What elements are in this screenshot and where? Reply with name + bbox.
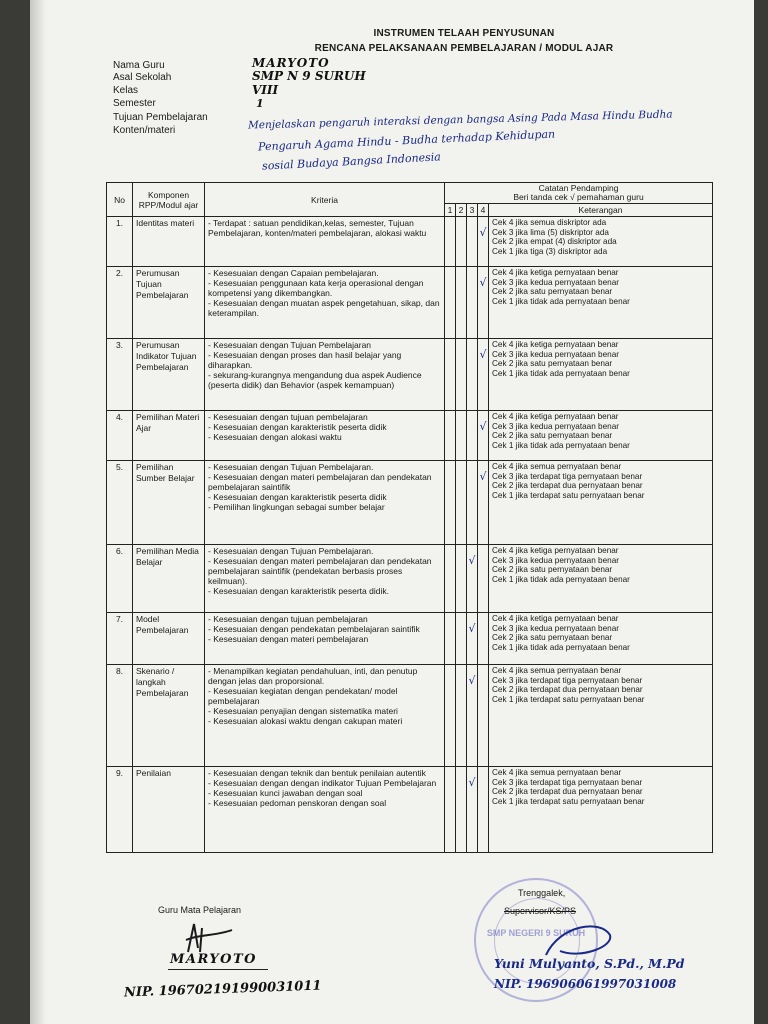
- keterangan-item: Cek 4 jika semua pernyataan benar: [492, 666, 622, 675]
- kriteria-item: - Kesesuaian dengan Tujuan Pembelajaran.: [208, 462, 374, 472]
- table-row: [107, 217, 713, 267]
- form-subtitle: RENCANA PELAKSANAAN PEMBELAJARAN / MODUL AJAR: [314, 43, 614, 54]
- row-komponen: Pemilihan Materi Ajar: [133, 411, 205, 461]
- kriteria-item: - Kesesuaian dengan materi pembelajaran dan pendekatan pembelajaran saintifik: [208, 472, 432, 492]
- keterangan-item: Cek 3 jika kedua pernyataan benar: [492, 421, 619, 431]
- score-cell-1[interactable]: [445, 461, 456, 545]
- row-number: 4.: [107, 411, 133, 461]
- label-asal-sekolah: Asal Sekolah: [113, 72, 172, 83]
- page-edge-shadow: [30, 0, 46, 1024]
- score-cell-2[interactable]: [456, 545, 467, 613]
- row-number: 8.: [107, 665, 133, 767]
- row-number: 2.: [107, 267, 133, 339]
- score-cell-2[interactable]: [456, 767, 467, 853]
- header-score-1: 1: [445, 204, 456, 217]
- row-keterangan: [489, 461, 713, 545]
- row-keterangan: [489, 267, 713, 339]
- row-keterangan: [489, 411, 713, 461]
- value-tujuan-line3: sosial Budaya Bangsa Indonesia: [261, 150, 442, 173]
- kriteria-item: - Kesesuaian dengan karakteristik peserta didik.: [208, 586, 389, 596]
- keterangan-item: Cek 4 jika ketiga pernyataan benar: [492, 340, 619, 349]
- score-cell-3[interactable]: [467, 217, 478, 267]
- keterangan-item: Cek 2 jika satu pernyataan benar: [492, 565, 613, 575]
- keterangan-item: Cek 3 jika terdapat tiga pernyataan benar: [492, 675, 643, 685]
- row-kriteria: [205, 767, 445, 853]
- header-kriteria: Kriteria: [205, 183, 445, 217]
- keterangan-item: Cek 3 jika kedua pernyataan benar: [492, 555, 619, 565]
- header-score-2: 2: [456, 204, 467, 217]
- keterangan-item: Cek 1 jika tidak ada pernyataan benar: [492, 574, 630, 584]
- header-score-4: 4: [478, 204, 489, 217]
- kriteria-item: - Kesesuaian dengan proses dan hasil belajar yang diharapkan.: [208, 350, 402, 370]
- score-cell-4[interactable]: [478, 665, 489, 767]
- kriteria-item: - Kesesuaian dengan karakteristik peserta didik: [208, 422, 387, 432]
- keterangan-item: Cek 2 jika satu pernyataan benar: [492, 359, 613, 369]
- row-komponen: Skenario / langkah Pembelajaran: [133, 665, 205, 767]
- row-number: 5.: [107, 461, 133, 545]
- kriteria-item: - Kesesuaian penyajian dengan sistematika materi: [208, 706, 398, 716]
- header-catatan-title: Catatan Pendamping: [538, 183, 619, 193]
- score-cell-1[interactable]: [445, 767, 456, 853]
- checkmark-icon: √: [479, 348, 487, 361]
- score-cell-4[interactable]: [478, 411, 489, 461]
- row-keterangan: [489, 613, 713, 665]
- row-number: 7.: [107, 613, 133, 665]
- checkmark-icon: √: [468, 622, 476, 635]
- score-cell-3[interactable]: [467, 665, 478, 767]
- score-cell-3[interactable]: [467, 545, 478, 613]
- label-kelas: Kelas: [113, 85, 139, 96]
- keterangan-item: Cek 1 jika terdapat satu pernyataan benar: [492, 694, 645, 704]
- keterangan-item: Cek 1 jika tidak ada pernyataan benar: [492, 296, 630, 306]
- row-number: 9.: [107, 767, 133, 853]
- score-cell-4[interactable]: [478, 267, 489, 339]
- score-cell-2[interactable]: [456, 461, 467, 545]
- score-cell-3[interactable]: [467, 767, 478, 853]
- keterangan-item: Cek 2 jika satu pernyataan benar: [492, 287, 613, 297]
- header-no: No: [107, 183, 133, 217]
- keterangan-item: Cek 2 jika satu pernyataan benar: [492, 633, 613, 643]
- header-score-3: 3: [467, 204, 478, 217]
- right-signature-nip: NIP. 196906061997031008: [494, 977, 677, 991]
- row-komponen: Identitas materi: [133, 217, 205, 267]
- kriteria-item: - Kesesuaian dengan tujuan pembelajaran: [208, 614, 368, 624]
- keterangan-item: Cek 1 jika tidak ada pernyataan benar: [492, 368, 630, 378]
- keterangan-item: Cek 2 jika empat (4) diskriptor ada: [492, 237, 617, 247]
- row-number: 6.: [107, 545, 133, 613]
- score-cell-1[interactable]: [445, 613, 456, 665]
- row-keterangan: [489, 767, 713, 853]
- keterangan-item: Cek 1 jika tiga (3) diskriptor ada: [492, 246, 608, 256]
- keterangan-item: Cek 3 jika kedua pernyataan benar: [492, 623, 619, 633]
- kriteria-item: - Kesesuaian dengan muatan aspek pengetahuan, sikap, dan keterampilan.: [208, 298, 440, 318]
- row-kriteria: [205, 267, 445, 339]
- kriteria-item: - Kesesuaian alokasi waktu dengan cakupan materi: [208, 716, 403, 726]
- keterangan-item: Cek 3 jika kedua pernyataan benar: [492, 349, 619, 359]
- row-keterangan: [489, 217, 713, 267]
- score-cell-2[interactable]: [456, 217, 467, 267]
- row-keterangan: [489, 545, 713, 613]
- score-cell-3[interactable]: [467, 461, 478, 545]
- score-cell-3[interactable]: [467, 613, 478, 665]
- assessment-table: [106, 182, 713, 853]
- score-cell-3[interactable]: [467, 267, 478, 339]
- kriteria-item: - Menampilkan kegiatan pendahuluan, inti, dan penutup dengan jelas dan proporsional.: [208, 666, 418, 686]
- score-cell-2[interactable]: [456, 665, 467, 767]
- score-cell-2[interactable]: [456, 411, 467, 461]
- score-cell-2[interactable]: [456, 267, 467, 339]
- row-komponen: Penilaian: [133, 767, 205, 853]
- keterangan-item: Cek 2 jika terdapat dua pernyataan benar: [492, 685, 643, 695]
- left-signature-underline: [168, 969, 268, 970]
- value-tujuan-line1: Menjelaskan pengaruh interaksi dengan bangsa Asing Pada Masa Hindu Budha: [247, 108, 673, 132]
- left-signature-name: MARYOTO: [170, 952, 257, 967]
- label-semester: Semester: [113, 98, 156, 109]
- right-signature-name: Yuni Mulyanto, S.Pd., M.Pd: [494, 956, 685, 971]
- kriteria-item: - Kesesuaian dengan tujuan pembelajaran: [208, 412, 368, 422]
- table-body: [107, 217, 713, 853]
- keterangan-item: Cek 4 jika semua diskriptor ada: [492, 218, 607, 227]
- kriteria-item: - Kesesuaian dengan teknik dan bentuk penilaian autentik: [208, 768, 426, 778]
- checkmark-icon: √: [468, 674, 476, 687]
- keterangan-item: Cek 2 jika terdapat dua pernyataan benar: [492, 481, 643, 491]
- keterangan-item: Cek 4 jika semua pernyataan benar: [492, 768, 622, 777]
- value-asal-sekolah: SMP N 9 SURUH: [252, 69, 366, 83]
- table-row: [107, 613, 713, 665]
- keterangan-item: Cek 2 jika terdapat dua pernyataan benar: [492, 787, 643, 797]
- row-komponen: Model Pembelajaran: [133, 613, 205, 665]
- row-komponen: Perumusan Indikator Tujuan Pembelajaran: [133, 339, 205, 411]
- value-tujuan-line2: Pengaruh Agama Hindu - Budha terhadap Kehidupan: [257, 127, 556, 154]
- score-cell-1[interactable]: [445, 545, 456, 613]
- label-nama-guru: Nama Guru: [113, 60, 165, 71]
- score-cell-1[interactable]: [445, 665, 456, 767]
- kriteria-item: - Kesesuaian dengan dengan indikator Tujuan Pembelajaran: [208, 778, 437, 788]
- keterangan-item: Cek 4 jika ketiga pernyataan benar: [492, 268, 619, 277]
- checkmark-icon: √: [479, 226, 487, 239]
- label-konten-materi: Konten/materi: [113, 125, 176, 136]
- kriteria-item: - Kesesuaian penggunaan kata kerja operasional dengan kompetensi yang dikembangkan.: [208, 278, 424, 298]
- right-signature-label: Supervisor/KS/PS: [504, 906, 577, 916]
- score-cell-3[interactable]: [467, 339, 478, 411]
- score-cell-3[interactable]: [467, 411, 478, 461]
- row-komponen: Pemilihan Sumber Belajar: [133, 461, 205, 545]
- header-komponen: Komponen RPP/Modul ajar: [133, 183, 205, 217]
- kriteria-item: - Kesesuaian dengan materi pembelajaran: [208, 634, 369, 644]
- kriteria-item: - Kesesuaian dengan alokasi waktu: [208, 432, 342, 442]
- score-cell-2[interactable]: [456, 613, 467, 665]
- score-cell-1[interactable]: [445, 339, 456, 411]
- score-cell-1[interactable]: [445, 217, 456, 267]
- row-kriteria: [205, 217, 445, 267]
- left-signature-nip: NIP. 196702191990031011: [123, 978, 322, 1001]
- row-keterangan: [489, 339, 713, 411]
- label-tujuan-pembelajaran: Tujuan Pembelajaran: [113, 112, 208, 123]
- score-cell-4[interactable]: [478, 339, 489, 411]
- checkmark-icon: √: [479, 420, 487, 433]
- left-signature-label: Guru Mata Pelajaran: [158, 905, 242, 915]
- score-cell-4[interactable]: [478, 461, 489, 545]
- table-row: [107, 545, 713, 613]
- keterangan-item: Cek 3 jika terdapat tiga pernyataan benar: [492, 777, 643, 787]
- row-kriteria: [205, 665, 445, 767]
- table-row: [107, 665, 713, 767]
- keterangan-item: Cek 4 jika ketiga pernyataan benar: [492, 546, 619, 555]
- value-nama-guru: MARYOTO: [252, 56, 330, 70]
- table-row: [107, 411, 713, 461]
- keterangan-item: Cek 1 jika tidak ada pernyataan benar: [492, 440, 630, 450]
- table-row: [107, 461, 713, 545]
- value-semester: 1: [256, 97, 264, 110]
- row-kriteria: [205, 613, 445, 665]
- row-keterangan: [489, 665, 713, 767]
- kriteria-item: - Kesesuaian dengan karakteristik peserta didik: [208, 492, 387, 502]
- row-number: 1.: [107, 217, 133, 267]
- table-row: [107, 767, 713, 853]
- kriteria-item: - Kesesuaian dengan Capaian pembelajaran.: [208, 268, 379, 278]
- score-cell-4[interactable]: [478, 767, 489, 853]
- row-komponen: Perumusan Tujuan Pembelajaran: [133, 267, 205, 339]
- checkmark-icon: √: [479, 470, 487, 483]
- header-instruksi: Beri tanda cek √ pemahaman guru: [513, 192, 644, 202]
- keterangan-item: Cek 3 jika lima (5) diskriptor ada: [492, 227, 609, 237]
- score-cell-1[interactable]: [445, 411, 456, 461]
- table-row: [107, 339, 713, 411]
- kriteria-item: - sekurang-kurangnya mengandung dua aspek Audience (peserta didik) dan Behavior (aspek kemampuan): [208, 370, 422, 390]
- row-kriteria: [205, 461, 445, 545]
- right-signature-place: Trenggalek,: [518, 888, 566, 898]
- table-row: [107, 267, 713, 339]
- keterangan-item: Cek 3 jika terdapat tiga pernyataan benar: [492, 471, 643, 481]
- score-cell-4[interactable]: [478, 217, 489, 267]
- kriteria-item: - Kesesuaian dengan pendekatan pembelajaran saintifik: [208, 624, 420, 634]
- checkmark-icon: √: [468, 776, 476, 789]
- keterangan-item: Cek 1 jika terdapat satu pernyataan benar: [492, 490, 645, 500]
- score-cell-2[interactable]: [456, 339, 467, 411]
- score-cell-4[interactable]: [478, 545, 489, 613]
- keterangan-item: Cek 4 jika semua pernyataan benar: [492, 462, 622, 471]
- header-catatan: [445, 183, 713, 204]
- checkmark-icon: √: [468, 554, 476, 567]
- checkmark-icon: √: [479, 276, 487, 289]
- row-kriteria: [205, 411, 445, 461]
- kriteria-item: - Kesesuaian kegiatan dengan pendekatan/ model pembelajaran: [208, 686, 398, 706]
- keterangan-item: Cek 1 jika tidak ada pernyataan benar: [492, 642, 630, 652]
- keterangan-item: Cek 4 jika ketiga pernyataan benar: [492, 614, 619, 623]
- row-kriteria: [205, 545, 445, 613]
- keterangan-item: Cek 1 jika terdapat satu pernyataan benar: [492, 796, 645, 806]
- keterangan-item: Cek 4 jika ketiga pernyataan benar: [492, 412, 619, 421]
- kriteria-item: - Kesesuaian kunci jawaban dengan soal: [208, 788, 363, 798]
- kriteria-item: - Kesesuaian dengan Tujuan Pembelajaran: [208, 340, 372, 350]
- kriteria-item: - Kesesuaian dengan materi pembelajaran dan pendekatan pembelajaran saintifik (pendekatan berbasis proses keilmuan).: [208, 556, 432, 586]
- keterangan-item: Cek 2 jika satu pernyataan benar: [492, 431, 613, 441]
- row-kriteria: [205, 339, 445, 411]
- row-komponen: Pemilihan Media Belajar: [133, 545, 205, 613]
- kriteria-item: - Kesesuaian pedoman penskoran dengan soal: [208, 798, 387, 808]
- score-cell-1[interactable]: [445, 267, 456, 339]
- kriteria-item: - Pemilihan lingkungan sebagai sumber belajar: [208, 502, 385, 512]
- row-number: 3.: [107, 339, 133, 411]
- kriteria-item: - Kesesuaian dengan Tujuan Pembelajaran.: [208, 546, 374, 556]
- keterangan-item: Cek 3 jika kedua pernyataan benar: [492, 277, 619, 287]
- kriteria-item: - Terdapat : satuan pendidikan,kelas, semester, Tujuan Pembelajaran, konten/materi pembelajaran, alokasi waktu: [208, 218, 427, 238]
- form-title: INSTRUMEN TELAAH PENYUSUNAN: [373, 28, 555, 39]
- header-keterangan: Keterangan: [489, 204, 713, 217]
- score-cell-4[interactable]: [478, 613, 489, 665]
- value-kelas: VIII: [252, 83, 279, 97]
- stamp-text: SMP NEGERI 9 SURUH: [486, 928, 586, 938]
